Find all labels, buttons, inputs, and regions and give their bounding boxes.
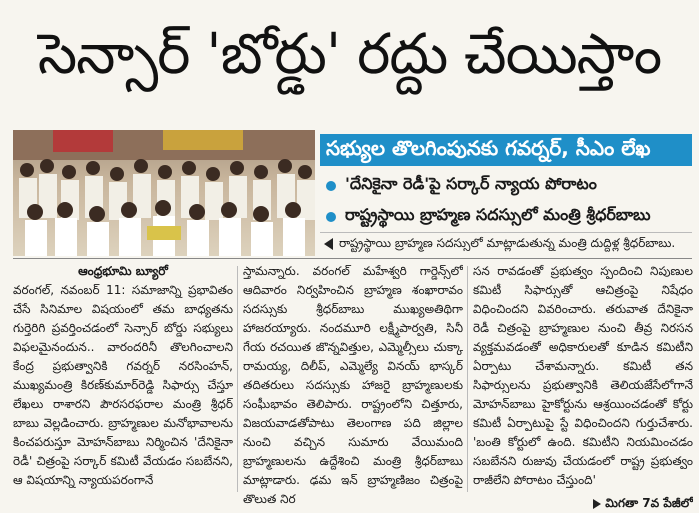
byline: ఆంధ్రభూమి బ్యూరో	[78, 264, 168, 278]
caption-text: రాష్ట్రస్థాయి బ్రాహ్మణ సదస్సులో మాట్లాడుతున్న మంత్రి దుద్దిళ్ల శ్రీధర్‌బాబు.	[339, 235, 676, 250]
continued-notice	[473, 494, 693, 513]
highlight-item	[320, 201, 692, 232]
highlight-text: రాష్ట్రస్థాయి బ్రాహ్మణ సదస్సులో మంత్రి శ్రీధర్‌బాబు	[345, 205, 651, 224]
highlights-list	[320, 170, 692, 232]
bullet-dot-icon	[326, 181, 336, 191]
article-column-3	[473, 262, 693, 513]
photo-caption	[320, 232, 692, 255]
column-text: సన రావడంతో ప్రభుత్వం స్పందించి నిపుణుల కమిటీ సిఫార్సుతో ఆచిత్రంపై నిషేధం విధించిందని వివరించారు. తరువాత దేనికైనా రెడీ చిత్రంపై బ్రాహ్మణుల నుంచి తీవ్ర నిరసన వ్యక్తమవడంతో అధికారులతో కూడిన కమిటీని ఏర్పాటు చేశామన్నారు. కమిటీ తన సిఫార్సులను ప్రభుత్వానికి తెలియజేసేలోగానే మోహన్‌బాబు హైకోర్టును ఆశ్రయించడంతో కోర్టు కమిటీ ఏర్పాటుపై స్టే విధించిందని గుర్తుచేశారు. 'బంతి కోర్టులో ఉంది. కమిటీని నియమించడం సబబేనని రుజువు చేయడంలో రాష్ట్ర ప్రభుత్వం రాజీలేని పోరాటం చేస్తుంది'	[473, 264, 693, 487]
highlight-text: 'దేనికైనా రెడీ'పై సర్కార్ న్యాయ పోరాటం	[345, 174, 597, 193]
continue-arrow-icon	[593, 499, 601, 509]
divider	[13, 258, 692, 259]
column-text: స్తామన్నారు. వరంగల్ మహేశ్వరి గార్డెన్స్‌లో ఆదివారం నిర్వహించిన బ్రాహ్మణ శంఖారావం సదస్సుకు శ్రీధర్‌బాబు ముఖ్యఅతిథిగా హాజరయ్యారు. నందమూరి లక్ష్మీపార్వతి, సినీ గేయ రచయిత జొన్నవిత్తుల, ఎమ్మెల్సీలు చుక్కా రామయ్య, దిలీప్, ఎమ్మెల్యే వినయ్ భాస్కర్ తదితరులు సదస్సుకు హాజరై బ్రాహ్మణులకు సంఘీభావం తెలిపారు. రాష్ట్రంలోని చిత్తూరు, విజయవాడతోపాటు తెలంగాణ పది జిల్లాల నుంచి వచ్చిన సుమారు వేయిమంది బ్రాహ్మణులను ఉద్దేశించి మంత్రి శ్రీధర్‌బాబు మాట్లాడారు. ఢమ ఇన్ బ్రాహ్మణిజం చిత్రంపై తొలుత నిర	[243, 264, 463, 506]
headline: సెన్సార్ 'బోర్డు' రద్దు చేయిస్తాం	[37, 21, 662, 87]
news-photo	[13, 130, 315, 256]
subheadline: సభ్యుల తొలగింపునకు గవర్నర్, సీఎం లేఖ	[320, 134, 692, 166]
article-column-1	[13, 262, 233, 490]
highlight-item	[320, 170, 692, 201]
article-body	[13, 262, 693, 510]
crowd-illustration	[13, 130, 315, 256]
article-column-2	[243, 262, 463, 509]
column-divider	[237, 266, 238, 492]
column-divider	[467, 266, 468, 492]
column-text: వరంగల్, నవంబర్ 11: సమాజాన్ని ప్రభావితం చేసే సినిమాల విషయంలో తమ బాధ్యతను గుర్తెరిగి ప్రవర్తించడంలో సెన్సార్ బోర్డు సభ్యులు విఫలమైనందున.. వారందరినీ తొలగించాలని కేంద్ర ప్రభుత్వానికి గవర్నర్ నరసింహన్, ముఖ్యమంత్రి కిరణ్‌కుమార్‌రెడ్డి సిఫార్సు చేస్తూ లేఖలు రాశారని పౌరసరఫరాల మంత్రి శ్రీధర్ బాబు వెల్లడించారు. బ్రాహ్మణుల మనోభావాలను కించపరుస్తూ మోహన్‌బాబు నిర్మించిన 'దేనికైనా రెడీ' చిత్రంపై సర్కార్ కమిటీ వేయడం సబబేనని, ఆ విషయాన్ని న్యాయపరంగానే	[13, 283, 233, 487]
bullet-dot-icon	[326, 212, 336, 222]
continued-text: మిగతా 7వ పేజీలో	[605, 496, 693, 510]
caption-pointer-icon	[324, 238, 333, 250]
